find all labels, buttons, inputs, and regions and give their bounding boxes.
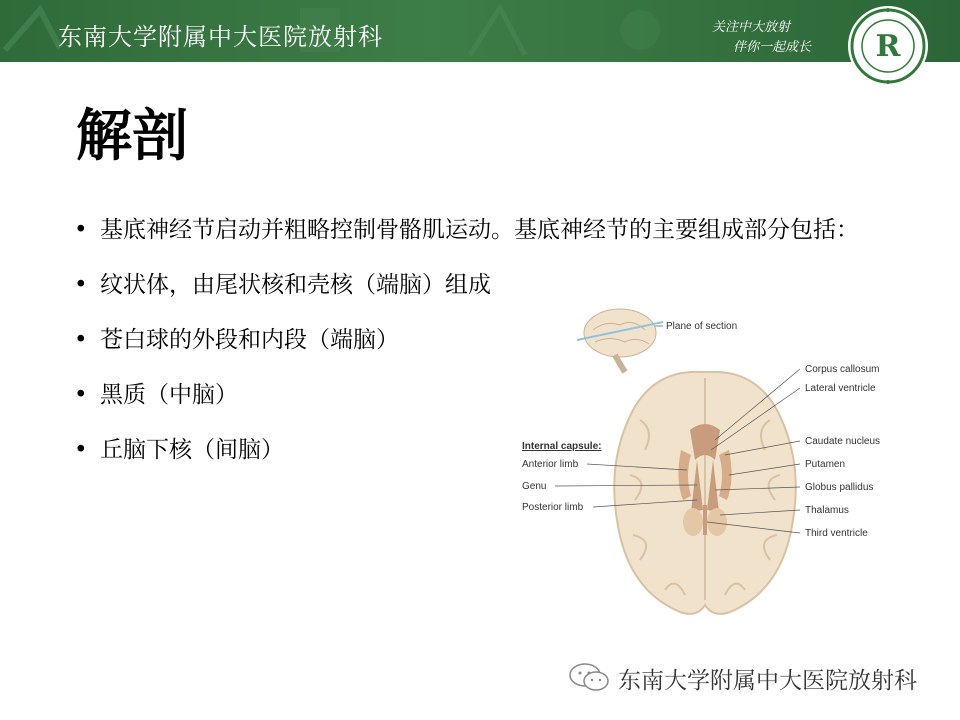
genu-label: Genu	[522, 481, 547, 492]
third-ventricle-label: Third ventricle	[805, 528, 868, 539]
slogan-line-1: 关注中大放射	[712, 20, 791, 35]
bullet-item	[74, 267, 894, 303]
wechat-icon	[568, 662, 612, 692]
corpus-callosum-label: Corpus callosum	[805, 364, 880, 375]
bullet-item	[74, 212, 894, 248]
header-bar	[0, 0, 960, 62]
brain-side-view	[577, 309, 663, 372]
footer-text: 东南大学附属中大医院放射科	[618, 668, 917, 694]
slogan-line-2: 伴你一起成长	[733, 40, 812, 55]
bullet-dot: •	[74, 327, 88, 353]
hospital-logo	[846, 4, 930, 88]
logo-letter: R	[875, 29, 901, 64]
bullet-text: 黑质（中脑）	[100, 382, 238, 408]
bullet-dot: •	[74, 217, 88, 243]
brain-axial-section	[614, 372, 796, 614]
footer-watermark	[568, 662, 917, 696]
slide-title: 解剖	[76, 104, 188, 169]
brain-anatomy-figure	[515, 300, 900, 620]
caudate-nucleus-label: Caudate nucleus	[805, 436, 881, 447]
anterior-limb-label: Anterior limb	[522, 459, 579, 470]
bullet-text: 纹状体，由尾状核和壳核（端脑）组成	[100, 272, 491, 298]
internal-capsule-heading: Internal capsule:	[522, 441, 602, 452]
header-title: 东南大学附属中大医院放射科	[58, 23, 383, 51]
putamen-label: Putamen	[805, 459, 846, 470]
posterior-limb-label: Posterior limb	[522, 502, 584, 513]
plane-of-section-label: Plane of section	[666, 321, 738, 332]
lateral-ventricle-label: Lateral ventricle	[805, 383, 876, 394]
bullet-text: 基底神经节启动并粗略控制骨骼肌运动。基底神经节的主要组成部分包括：	[100, 217, 859, 243]
bullet-text: 苍白球的外段和内段（端脑）	[100, 327, 399, 353]
bullet-dot: •	[74, 272, 88, 298]
globus-pallidus-label: Globus pallidus	[805, 482, 874, 493]
bullet-dot: •	[74, 437, 88, 463]
bullet-text: 丘脑下核（间脑）	[100, 437, 284, 463]
bullet-dot: •	[74, 382, 88, 408]
thalamus-label: Thalamus	[805, 505, 849, 516]
